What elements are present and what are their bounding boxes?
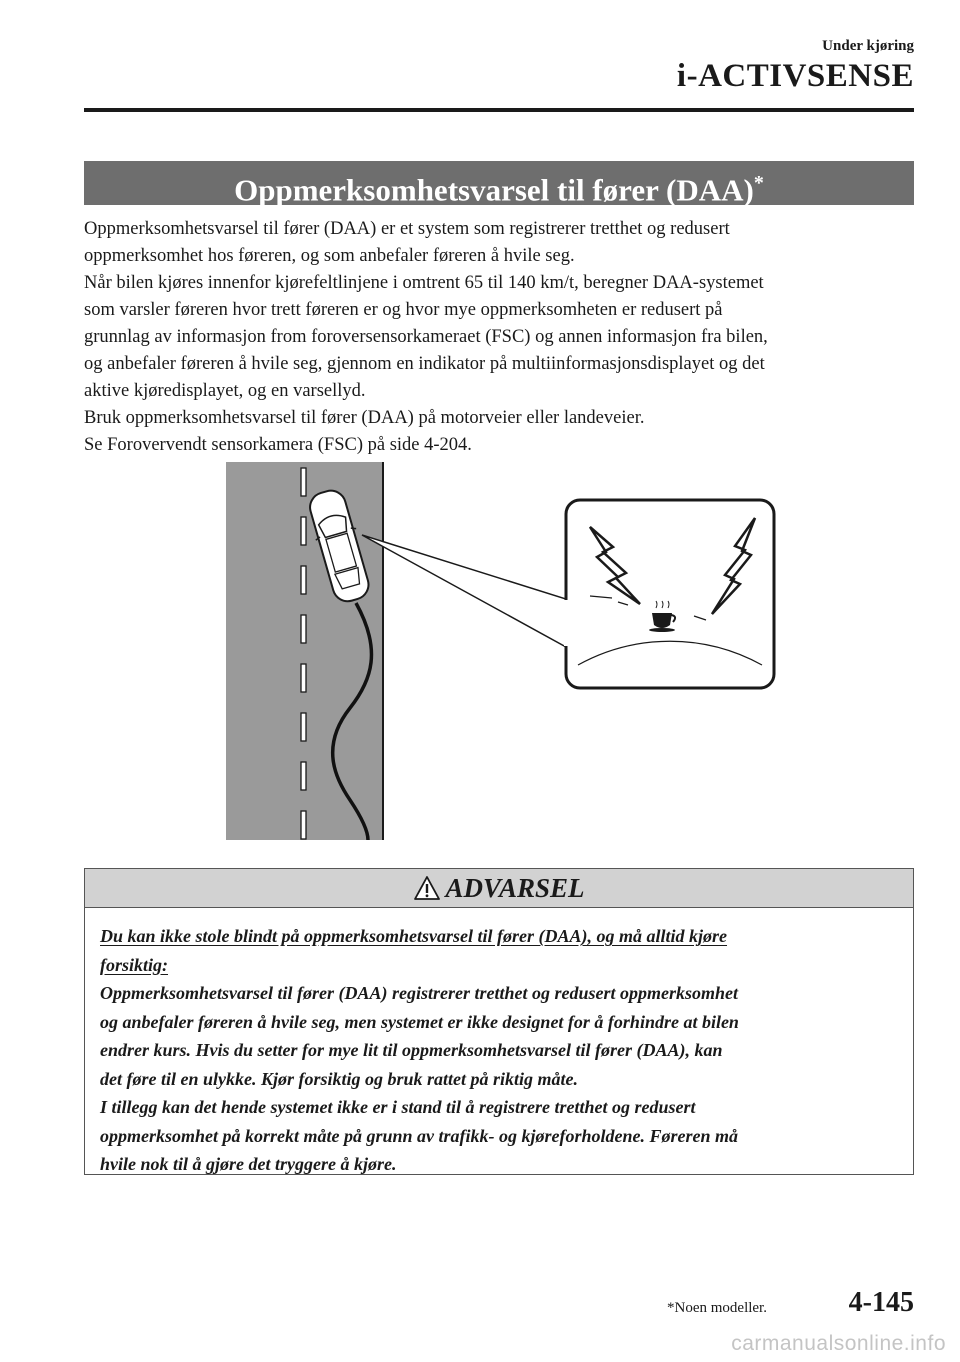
warning-line-underlined: forsiktig: (100, 954, 169, 975)
topic-title: Oppmerksomhetsvarsel til fører (DAA) (234, 172, 754, 208)
body-line: oppmerksomhet hos føreren, og som anbefaler føreren å hvile seg. (84, 246, 575, 266)
warning-header (85, 869, 913, 908)
footnote: *Noen modeller. (667, 1300, 767, 1316)
section-title: i-ACTIVSENSE (676, 58, 914, 94)
body-line: og anbefaler føreren å hvile seg, gjennom en indikator på multiinformasjonsdisplayet og det (84, 354, 765, 374)
warning-line: I tillegg kan det hende systemet ikke er i stand til å registrere tretthet og redusert (100, 1097, 696, 1117)
daa-illustration (0, 462, 960, 847)
warning-line: endrer kurs. Hvis du setter for mye lit til oppmerksomhetsvarsel til fører (DAA), kan (100, 1040, 723, 1060)
chapter-title: Under kjøring (822, 38, 914, 54)
body-line: Oppmerksomhetsvarsel til fører (DAA) er et system som registrerer tretthet og redusert (84, 219, 730, 239)
topic-banner (84, 161, 914, 208)
body-line: grunnlag av informasjon from foroversensorkameraet (FSC) og annen informasjon fra bilen, (84, 327, 768, 347)
warning-box (84, 868, 914, 1175)
warning-line: det føre til en ulykke. Kjør forsiktig og bruk rattet på riktig måte. (100, 1068, 579, 1089)
body-text (84, 216, 914, 459)
footnote-marker: * (753, 172, 764, 194)
warning-line: og anbefaler føreren å hvile seg, men systemet er ikke designet for å forhindre at bilen (100, 1011, 739, 1032)
warning-body (85, 908, 913, 1179)
body-line: aktive kjøredisplayet, og en varsellyd. (84, 381, 366, 401)
watermark[interactable]: carmanualsonline.info (731, 1332, 946, 1355)
callout-pointer (362, 535, 566, 647)
display-callout-icon (566, 500, 774, 688)
body-line: som varsler føreren hvor trett føreren er og hvor mye oppmerksomheten er redusert på (84, 300, 723, 320)
road-icon (226, 462, 384, 840)
page-number: 4-145 (848, 1287, 914, 1318)
warning-line-underlined: Du kan ikke stole blindt på oppmerksomhetsvarsel til fører (DAA), og må alltid kjøre (100, 926, 728, 946)
warning-line: oppmerksomhet på korrekt måte på grunn av trafikk- og kjøreforholdene. Føreren må (100, 1125, 739, 1146)
body-line: Se Forovervendt sensorkamera (FSC) på side 4-204. (84, 435, 472, 455)
warning-line: hvile nok til å gjøre det tryggere å kjøre. (100, 1154, 397, 1174)
body-line: Når bilen kjøres innenfor kjørefeltlinjene i omtrent 65 til 140 km/t, beregner DAA-systemet (84, 273, 764, 293)
warning-line: Oppmerksomhetsvarsel til fører (DAA) registrerer tretthet og redusert oppmerksomhet (100, 983, 738, 1003)
header-rule (84, 108, 914, 112)
warning-triangle-icon (413, 875, 441, 901)
body-line: Bruk oppmerksomhetsvarsel til fører (DAA) på motorveier eller landeveier. (84, 408, 645, 428)
warning-title: ADVARSEL (445, 872, 585, 903)
